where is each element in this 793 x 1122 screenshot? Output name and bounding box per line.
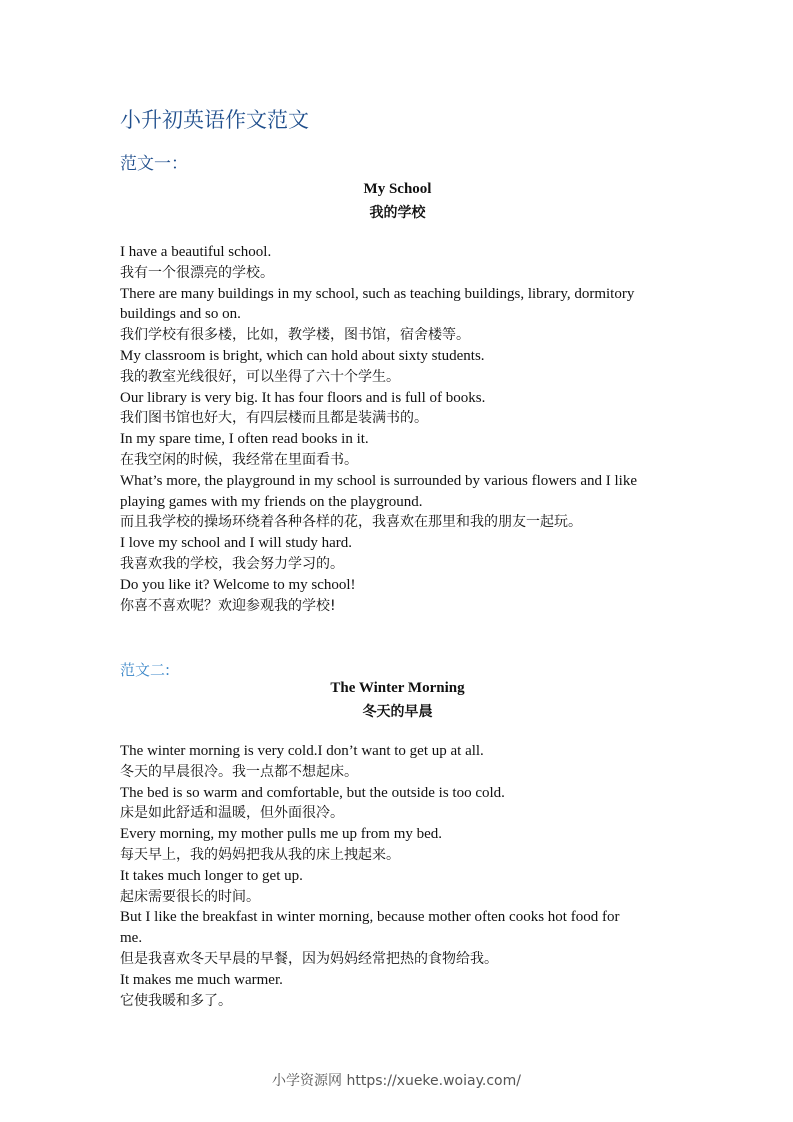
essay-line: There are many buildings in my school, such as teaching buildings, library, dormitory: [120, 285, 635, 302]
essay-line: My classroom is bright, which can hold about sixty students.: [120, 347, 485, 364]
essay-line: Every morning, my mother pulls me up from my bed.: [120, 826, 443, 843]
essay-2-body: [120, 741, 676, 1011]
essay-line: 你喜不喜欢呢？欢迎参观我的学校!: [120, 597, 336, 614]
essay-1-title-en: My School: [363, 181, 432, 197]
essay-line: 冬天的早晨很冷。我一点都不想起床。: [120, 763, 358, 780]
essay-1-body: [120, 242, 676, 616]
essay-1-title-cn: 我的学校: [369, 205, 426, 221]
essay-2-heading: 范文二:: [120, 661, 171, 679]
essay-line: I have a beautiful school.: [120, 244, 272, 260]
essay-2-title-cn: 冬天的早晨: [362, 704, 433, 720]
essay-line: I love my school and I will study hard.: [120, 535, 353, 552]
essay-line: The winter morning is very cold.I don’t want to get up at all.: [120, 743, 484, 759]
essay-line: It makes me much warmer.: [120, 971, 283, 988]
essay-line: 我们图书馆也好大，有四层楼而且都是装满书的。: [120, 410, 428, 427]
page-title: 小升初英语作文范文: [120, 108, 309, 132]
essay-line: buildings and so on.: [120, 306, 241, 323]
essay-line: The bed is so warm and comfortable, but the outside is too cold.: [120, 784, 505, 801]
essay-line: playing games with my friends on the playground.: [120, 493, 423, 510]
essay-line: me.: [120, 930, 143, 947]
essay-line: 它使我暖和多了。: [120, 992, 232, 1009]
essay-line: 在我空闲的时候，我经常在里面看书。: [120, 451, 358, 468]
essay-line: But I like the breakfast in winter morning, because mother often cooks hot food for: [120, 909, 620, 926]
footer-source-link: 小学资源网 https://xueke.woiay.com/: [272, 1073, 521, 1089]
essay-line: 我喜欢我的学校，我会努力学习的。: [120, 555, 344, 572]
essay-line: 床是如此舒适和温暖，但外面很冷。: [120, 805, 344, 822]
essay-line: 但是我喜欢冬天早晨的早餐，因为妈妈经常把热的食物给我。: [120, 950, 498, 967]
essay-line: In my spare time, I often read books in it.: [120, 431, 369, 448]
essay-line: 而且我学校的操场环绕着各种各样的花，我喜欢在那里和我的朋友一起玩。: [120, 514, 582, 531]
essay-line: 我有一个很漂亮的学校。: [120, 264, 274, 281]
essay-1-heading: 范文一：: [120, 154, 188, 174]
essay-line: It takes much longer to get up.: [120, 867, 303, 884]
essay-line: 我的教室光线很好，可以坐得了六十个学生。: [120, 368, 400, 385]
essay-line: 我们学校有很多楼，比如，教学楼，图书馆，宿舍楼等。: [120, 327, 470, 344]
essay-line: Our library is very big. It has four floors and is full of books.: [120, 389, 486, 406]
essay-line: Do you like it? Welcome to my school!: [120, 576, 356, 593]
essay-2-title-en: The Winter Morning: [330, 680, 465, 696]
essay-line: 每天早上，我的妈妈把我从我的床上拽起来。: [120, 846, 400, 863]
essay-line: What’s more, the playground in my school is surrounded by various flowers and I like: [120, 472, 637, 489]
essay-line: 起床需要很长的时间。: [120, 888, 260, 905]
